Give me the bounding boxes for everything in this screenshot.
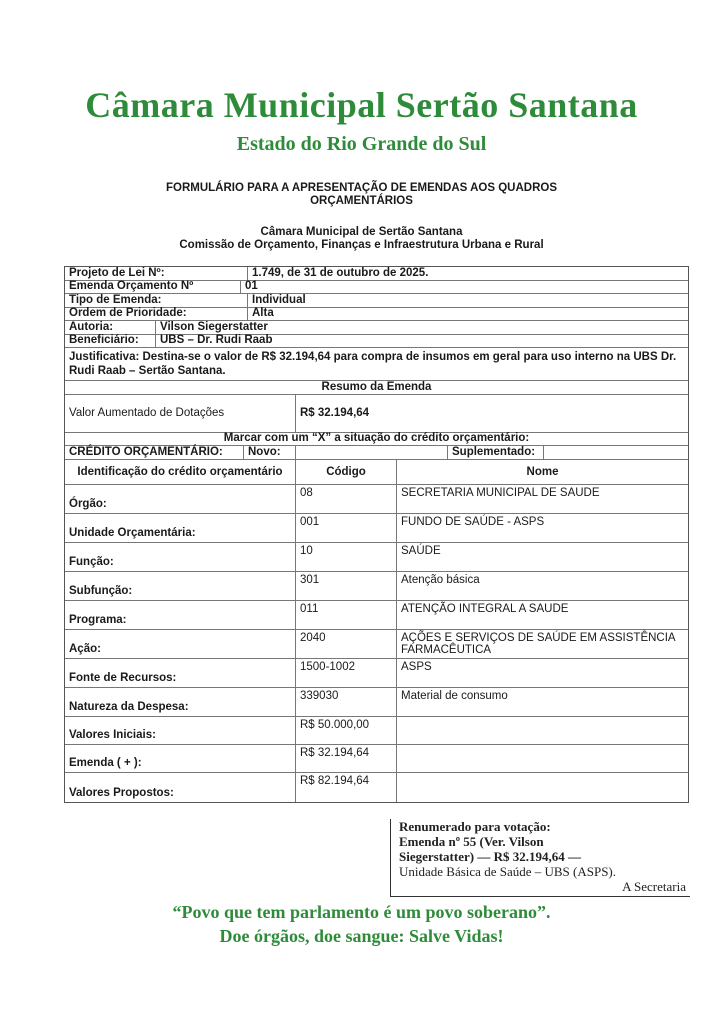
row-codigo: 2040 [296, 630, 397, 658]
table-row [65, 630, 688, 659]
row-label: Valores Iniciais: [65, 717, 296, 744]
row-codigo: 301 [296, 572, 397, 600]
stamp-signature: A Secretaria [622, 879, 686, 894]
row-credito-instruction [65, 433, 688, 447]
row-valor-aumentado [65, 395, 688, 433]
autoria-value: Vilson Siegerstatter [160, 320, 268, 333]
table-row [65, 659, 688, 688]
state-subtitle: Estado do Rio Grande do Sul [236, 133, 487, 155]
tipo-label: Tipo de Emenda: [65, 294, 248, 307]
org-name: Câmara Municipal de Sertão Santana [260, 226, 463, 238]
row-codigo: 339030 [296, 688, 397, 716]
projeto-value: 1.749, de 31 de outubro de 2025. [252, 266, 429, 279]
footer-quote: “Povo que tem parlamento é um povo soberano”. [172, 902, 551, 922]
row-projeto [65, 267, 688, 281]
org-block [0, 226, 723, 252]
table-row [65, 717, 688, 745]
row-nome [397, 745, 688, 772]
chamber-title: Câmara Municipal Sertão Santana [85, 85, 638, 125]
stamp-line3: Siegerstatter) — R$ 32.194,64 — [399, 849, 581, 864]
tipo-value: Individual [252, 293, 306, 306]
row-nome: Atenção básica [401, 573, 480, 586]
commission-name: Comissão de Orçamento, Finanças e Infraestrutura Urbana e Rural [179, 239, 544, 251]
stamp-line4: Unidade Básica de Saúde – UBS (ASPS). [399, 864, 617, 879]
stamp-line2: Emenda nº 55 (Ver. Vilson [399, 834, 544, 849]
row-label: Unidade Orçamentária: [65, 514, 296, 542]
row-label: Função: [65, 543, 296, 571]
table-row [65, 514, 688, 543]
row-label: Ação: [65, 630, 296, 658]
row-valor: R$ 32.194,64 [296, 745, 397, 772]
valor-aumentado-value: R$ 32.194,64 [300, 407, 370, 419]
ordem-value: Alta [252, 307, 274, 320]
beneficiario-value: UBS – Dr. Rudi Raab [160, 334, 273, 347]
row-credito [65, 446, 688, 460]
table-row [65, 773, 688, 802]
row-valor: R$ 50.000,00 [296, 717, 397, 744]
row-label: Natureza da Despesa: [65, 688, 296, 716]
novo-checkbox[interactable] [296, 446, 448, 459]
amendment-form-table [64, 266, 689, 803]
row-label: Valores Propostos: [65, 773, 296, 802]
justificativa-text: Justificativa: Destina-se o valor de R$ 32.194,64 para compra de insumos em geral para uso interno na UBS Dr. Rudi Raab – Sertão Santana. [69, 351, 677, 377]
table-row [65, 572, 688, 601]
row-valor: R$ 82.194,64 [296, 773, 397, 802]
header-codigo: Código [296, 460, 397, 484]
row-nome [397, 773, 688, 802]
ordem-label: Ordem de Prioridade: [65, 308, 248, 321]
row-nome: Material de consumo [401, 689, 508, 702]
footer-campaign: Doe órgãos, doe sangue: Salve Vidas! [219, 926, 504, 946]
row-codigo: 011 [296, 601, 397, 629]
beneficiario-label: Beneficiário: [65, 335, 156, 348]
table-row [65, 688, 688, 717]
table-row [65, 485, 688, 514]
row-nome: AÇÕES E SERVIÇOS DE SAÚDE EM ASSISTÊNCIA FARMACÊUTICA [401, 631, 675, 656]
form-title-line1: FORMULÁRIO PARA A APRESENTAÇÃO DE EMENDAS AOS QUADROS [165, 182, 557, 194]
row-label: Órgão: [65, 485, 296, 513]
row-label: Subfunção: [65, 572, 296, 600]
novo-label: Novo: [244, 446, 296, 459]
row-nome: SAÚDE [401, 544, 441, 557]
autoria-label: Autoria: [65, 321, 156, 334]
row-label: Fonte de Recursos: [65, 659, 296, 687]
suplementado-checkbox[interactable] [544, 446, 688, 459]
valor-aumentado-label: Valor Aumentado de Dotações [65, 395, 296, 432]
form-title-line2: ORÇAMENTÁRIOS [310, 195, 413, 207]
row-justificativa [65, 348, 688, 381]
credito-label: CRÉDITO ORÇAMENTÁRIO: [65, 446, 244, 459]
row-identificacao-headers [65, 460, 688, 485]
row-nome: SECRETARIA MUNICIPAL DE SAUDE [401, 486, 600, 499]
row-codigo: 1500-1002 [296, 659, 397, 687]
row-beneficiario [65, 335, 688, 349]
table-row [65, 543, 688, 572]
table-row [65, 601, 688, 630]
row-nome [397, 717, 688, 744]
emenda-value: 01 [245, 280, 258, 293]
row-label: Emenda ( + ): [65, 745, 296, 772]
row-codigo: 001 [296, 514, 397, 542]
row-emenda [65, 281, 688, 295]
header-nome: Nome [526, 465, 559, 478]
header-identificacao: Identificação do crédito orçamentário [65, 460, 296, 484]
row-autoria [65, 321, 688, 335]
row-tipo [65, 294, 688, 308]
emenda-label: Emenda Orçamento Nº [65, 281, 241, 294]
row-ordem [65, 308, 688, 322]
row-label: Programa: [65, 601, 296, 629]
footer-motto [0, 900, 723, 948]
credito-instruction: Marcar com um “X” a situação do crédito orçamentário: [223, 432, 530, 445]
renumbering-stamp [390, 819, 690, 897]
row-nome: ASPS [401, 660, 432, 673]
table-row [65, 745, 688, 773]
row-nome: ATENÇÃO INTEGRAL A SAUDE [401, 602, 569, 615]
row-nome: FUNDO DE SAÚDE - ASPS [401, 515, 545, 528]
suplementado-label: Suplementado: [448, 446, 544, 459]
row-codigo: 08 [296, 485, 397, 513]
projeto-label: Projeto de Lei Nº: [65, 267, 248, 280]
stamp-line1: Renumerado para votação: [399, 819, 551, 834]
row-codigo: 10 [296, 543, 397, 571]
resumo-heading: Resumo da Emenda [321, 380, 432, 393]
form-title [0, 182, 723, 208]
row-resumo-heading [65, 381, 688, 395]
